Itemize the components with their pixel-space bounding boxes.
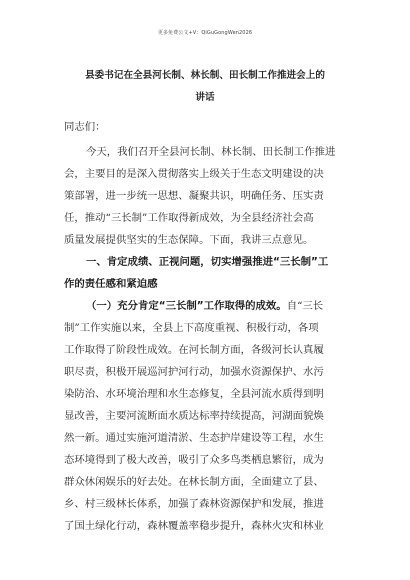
subsection-heading: （一）充分肯定“三长制”工作取得的成效。 — [86, 300, 287, 312]
subsection-heading-tail: 自“三长 — [286, 300, 324, 312]
intro-line: 今天，我们召开全县河长制、林长制、田长制工作推进 — [86, 146, 336, 158]
intro-line: 任，推动“三长制”工作取得新成效，为全县经济社会高 — [64, 212, 314, 224]
body-line: 群众休闲娱乐的好去处。在林长制方面，全面建立了县、 — [64, 476, 324, 488]
section-heading-line-1: 一、肯定成绩、正视问题，切实增强推进“三长制”工 — [86, 256, 329, 268]
body-line: 了国土绿化行动，森林覆盖率稳步提升，森林火灾和林业 — [64, 520, 324, 532]
doc-title-line-1: 县委书记在全县河长制、林长制、田长制工作推进会上的 — [85, 70, 325, 81]
doc-title-line-2: 讲话 — [195, 92, 215, 103]
header-note: 更多免费公文+V：QiGuGongWen2026 — [157, 30, 253, 36]
intro-line: 会，主要目的是深入贯彻落实上级关于生态文明建设的决 — [64, 168, 324, 180]
body-line: 乡、村三级林长体系，加强了森林资源保护和发展，推进 — [64, 498, 324, 510]
section-heading-line-2: 作的责任感和紧迫感 — [64, 278, 158, 290]
body-line: 染防治、水环境治理和水生态修复，全县河流水质得到明 — [64, 388, 324, 400]
body-line: 制”工作实施以来，全县上下高度重视、积极行动，各项 — [64, 322, 319, 334]
intro-line: 质量发展提供坚实的生态保障。下面，我讲三点意见。 — [64, 234, 314, 246]
body-line: 然一新。通过实施河道清淤、生态护岸建设等工程，水生 — [64, 432, 324, 444]
salutation: 同志们： — [64, 121, 106, 133]
intro-line: 策部署，进一步统一思想、凝聚共识，明确任务、压实责 — [64, 190, 324, 202]
subsection-heading-row — [86, 300, 323, 312]
body-line: 显改善，主要河流断面水质达标率持续提高，河湖面貌焕 — [64, 410, 324, 422]
body-line: 工作取得了阶段性成效。在河长制方面，各级河长认真履 — [64, 344, 324, 356]
body-line: 态环境得到了极大改善，吸引了众多鸟类栖息繁衍，成为 — [64, 454, 324, 466]
body-line: 职尽责，积极开展巡河护河行动，加强水资源保护、水污 — [64, 366, 324, 378]
